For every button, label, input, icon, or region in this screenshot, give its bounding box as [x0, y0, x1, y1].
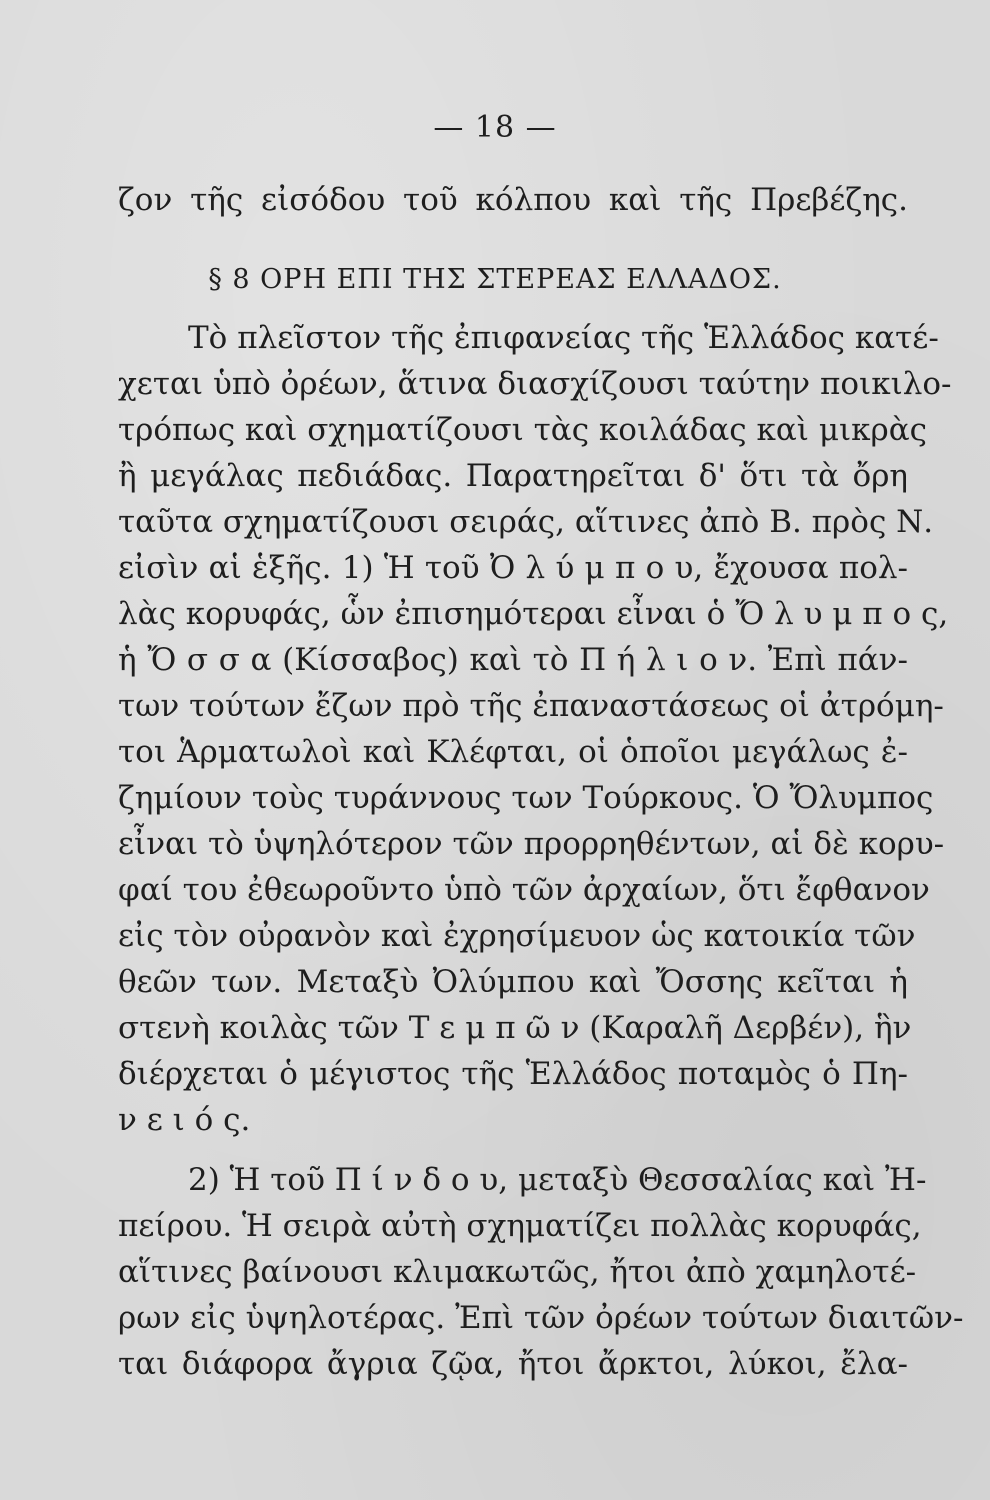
text-line: ζον τῆς εἰσόδου τοῦ κόλπου καὶ τῆς Πρεβέζης.	[118, 182, 908, 218]
text-line: τοι Ἁρματωλοὶ καὶ Κλέφται, οἱ ὁποῖοι μεγάλως ἐ-	[118, 734, 908, 770]
text-line: ζημίουν τοὺς τυράννους των Τούρκους. Ὁ Ὄλυμπος	[118, 780, 934, 816]
text-line: εἶναι τὸ ὑψηλότερον τῶν προρρηθέντων, αἱ δὲ κορυ-	[118, 826, 945, 862]
section-heading: § 8 ΟΡΗ ΕΠΙ ΤΗΣ ΣΤΕΡΕΑΣ ΕΛΛΑΔΟΣ.	[208, 264, 782, 295]
text-line: πείρου. Ἡ σειρὰ αὐτὴ σχηματίζει πολλὰς κορυφάς,	[118, 1208, 922, 1244]
text-line: εἰσὶν αἱ ἑξῆς. 1) Ἡ τοῦ Ὀ λ ύ μ π ο υ, ἔχουσα πολ-	[118, 550, 908, 586]
text-line: φαί του ἐθεωροῦντο ὑπὸ τῶν ἀρχαίων, ὅτι ἔφθανον	[118, 872, 930, 908]
text-line: ν ε ι ό ς.	[118, 1102, 251, 1138]
text-line: ταῦτα σχηματίζουσι σειράς, αἵτινες ἀπὸ Β. πρὸς Ν.	[118, 504, 934, 540]
text-line: ται διάφορα ἄγρια ζῷα, ἤτοι ἄρκτοι, λύκοι, ἔλα-	[118, 1346, 908, 1382]
text-line: αἵτινες βαίνουσι κλιμακωτῶς, ἤτοι ἀπὸ χαμηλοτέ-	[118, 1254, 917, 1290]
text-line: θεῶν των. Μεταξὺ Ὀλύμπου καὶ Ὄσσης κεῖται ἡ	[118, 964, 908, 1000]
text-line: των τούτων ἔζων πρὸ τῆς ἐπαναστάσεως οἱ ἀτρόμη-	[118, 688, 944, 724]
text-line: τρόπως καὶ σχηματίζουσι τὰς κοιλάδας καὶ μικρὰς	[118, 412, 928, 448]
text-line: εἰς τὸν οὐρανὸν καὶ ἐχρησίμευον ὡς κατοικία τῶν	[118, 918, 916, 954]
text-line: ἡ Ὄ σ σ α (Κίσσαβος) καὶ τὸ Π ή λ ι ο ν. Ἐπὶ πάν-	[118, 642, 908, 678]
text-line: χεται ὑπὸ ὀρέων, ἅτινα διασχίζουσι ταύτην ποικιλο-	[118, 366, 952, 402]
text-line: διέρχεται ὁ μέγιστος τῆς Ἑλλάδος ποταμὸς ὁ Πη-	[118, 1056, 908, 1092]
text-line: ρων εἰς ὑψηλοτέρας. Ἐπὶ τῶν ὀρέων τούτων διαιτῶν-	[118, 1300, 964, 1336]
text-line: στενὴ κοιλὰς τῶν Τ ε μ π ῶ ν (Καραλῆ Δερβέν), ἣν	[118, 1010, 912, 1046]
page-number: — 18 —	[433, 110, 557, 145]
text-line: ἢ μεγάλας πεδιάδας. Παρατηρεῖται δ' ὅτι τὰ ὄρη	[118, 458, 908, 494]
text-line: 2) Ἡ τοῦ Π ί ν δ ο υ, μεταξὺ Θεσσαλίας καὶ Ἠ-	[188, 1162, 927, 1198]
text-line: Τὸ πλεῖστον τῆς ἐπιφανείας τῆς Ἑλλάδος κατέ-	[188, 320, 939, 356]
text-line: λὰς κορυφάς, ὧν ἐπισημότεραι εἶναι ὁ Ὄ λ υ μ π ο ς,	[118, 596, 949, 632]
